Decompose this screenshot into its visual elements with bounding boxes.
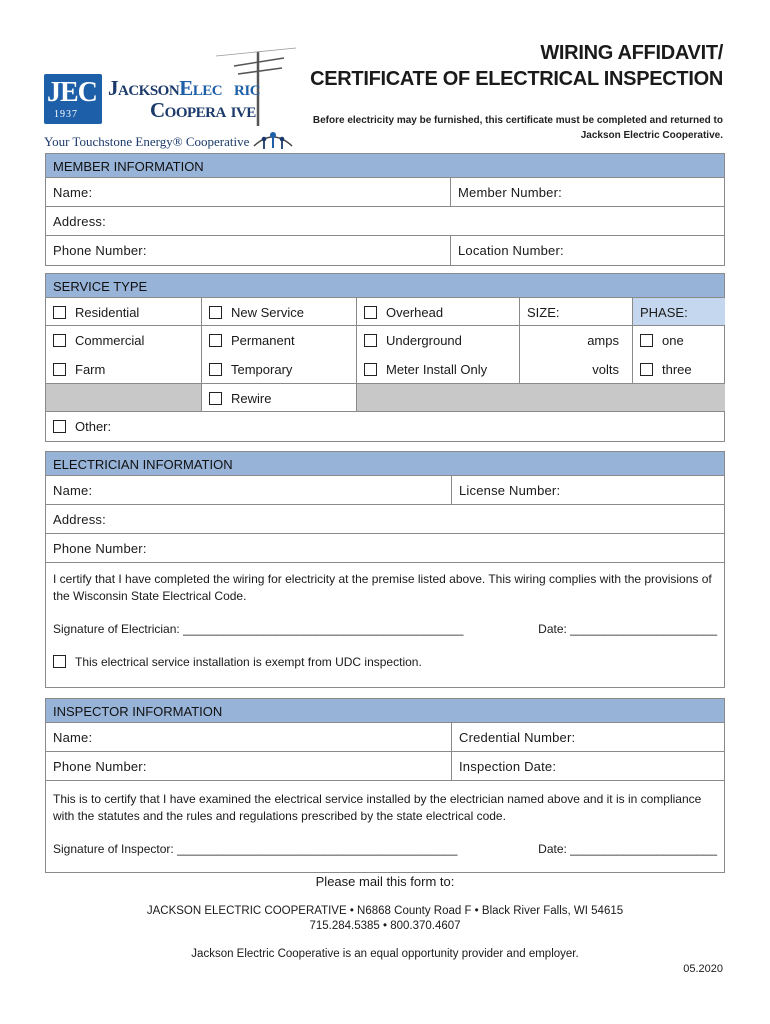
commercial-option[interactable]	[46, 326, 201, 355]
udc-exempt-option[interactable]	[46, 655, 429, 669]
inspector-name-label: Name:	[53, 730, 93, 745]
form-instructions-line2: Jackson Electric Cooperative.	[580, 130, 723, 141]
farm-option[interactable]	[46, 355, 201, 383]
underground-label: Underground	[386, 333, 462, 348]
member-phone-label: Phone Number:	[53, 243, 147, 258]
size-header	[519, 298, 632, 325]
empty-shaded-cell	[46, 384, 201, 411]
electrician-phone-label: Phone Number:	[53, 541, 147, 556]
overhead-option[interactable]	[356, 298, 519, 325]
touchstone-people-icon	[252, 126, 294, 152]
residential-option[interactable]	[46, 298, 201, 325]
phase-three-option[interactable]	[632, 355, 725, 383]
license-number-label: License Number:	[459, 483, 561, 498]
member-information-heading: MEMBER INFORMATION	[46, 154, 724, 178]
electrician-name-field[interactable]	[46, 476, 451, 504]
mail-instructions: Please mail this form to:	[315, 874, 455, 889]
electrician-address-field[interactable]	[46, 505, 725, 533]
member-address-label: Address:	[53, 214, 106, 229]
credential-number-field[interactable]	[451, 723, 725, 751]
phase-one-option[interactable]	[632, 326, 725, 355]
form-instructions	[303, 113, 723, 143]
phase-one-checkbox[interactable]	[640, 334, 653, 347]
logo-name-ric: ric	[234, 76, 261, 100]
form-instructions-line1: Before electricity may be furnished, this certificate must be completed and returned to	[312, 115, 723, 126]
electrician-date-line[interactable]	[531, 622, 724, 636]
location-number-field[interactable]	[450, 236, 725, 265]
form-title-line2: CERTIFICATE OF ELECTRICAL INSPECTION	[310, 68, 723, 90]
jec-badge	[44, 74, 102, 124]
equal-opportunity-statement: Jackson Electric Cooperative is an equal opportunity provider and employer.	[191, 948, 579, 960]
phase-three-checkbox[interactable]	[640, 363, 653, 376]
temporary-checkbox[interactable]	[209, 363, 222, 376]
other-option[interactable]	[46, 412, 725, 441]
inspector-phone-field[interactable]	[46, 752, 451, 780]
member-information-section	[45, 153, 725, 266]
electrician-address-label: Address:	[53, 512, 106, 527]
member-address-field[interactable]	[46, 207, 725, 235]
commercial-checkbox[interactable]	[53, 334, 66, 347]
member-name-field[interactable]	[46, 178, 450, 206]
meter-install-only-label: Meter Install Only	[386, 362, 488, 377]
coop-phone-numbers: 715.284.5385 • 800.370.4607	[309, 920, 461, 932]
empty-shaded-cell	[356, 384, 725, 411]
service-type-section	[45, 273, 725, 442]
jec-logo	[44, 42, 294, 154]
meter-install-only-checkbox[interactable]	[364, 363, 377, 376]
electrician-signature-line[interactable]	[46, 622, 470, 636]
inspection-date-field[interactable]	[451, 752, 725, 780]
phase-three-label: three	[662, 362, 692, 377]
other-checkbox[interactable]	[53, 420, 66, 433]
inspector-signature-label: Signature of Inspector: __________________________________________	[53, 842, 458, 856]
member-phone-field[interactable]	[46, 236, 450, 265]
credential-number-label: Credential Number:	[459, 730, 576, 745]
size-label: SIZE:	[527, 305, 560, 320]
new-service-option[interactable]	[201, 298, 356, 325]
inspector-signature-line[interactable]	[46, 842, 464, 856]
logo-jec-text: JEC	[47, 77, 97, 108]
electrician-information-section	[45, 451, 725, 688]
electrician-name-label: Name:	[53, 483, 93, 498]
form-revision-date: 05.2020	[683, 963, 723, 975]
temporary-option[interactable]	[201, 355, 356, 383]
inspector-name-field[interactable]	[46, 723, 451, 751]
form-title-line1: WIRING AFFIDAVIT/	[540, 42, 723, 64]
member-name-label: Name:	[53, 185, 93, 200]
service-type-heading: SERVICE TYPE	[46, 274, 724, 298]
amps-label: amps	[587, 333, 619, 348]
logo-name-elec: Elec	[179, 76, 223, 100]
member-number-field[interactable]	[450, 178, 725, 206]
coop-mailing-address: JACKSON ELECTRIC COOPERATIVE • N6868 County Road F • Black River Falls, WI 54615	[146, 905, 624, 917]
inspector-certification-text: This is to certify that I have examined the electrical service installed by the electrician named above and it is in compliance with the statutes and the rules and regulations prescribed by the state electrical code.	[53, 792, 702, 823]
meter-install-only-option[interactable]	[356, 355, 519, 383]
volts-field[interactable]	[519, 355, 632, 383]
volts-label: volts	[592, 362, 619, 377]
electrician-certification-text: I certify that I have completed the wiring for electricity at the premise listed above. This wiring complies with the provisions of the Wisconsin State Electrical Code.	[53, 572, 712, 603]
electrician-signature-label: Signature of Electrician: __________________________________________	[53, 622, 464, 636]
inspection-date-label: Inspection Date:	[459, 759, 557, 774]
member-number-label: Member Number:	[458, 185, 562, 200]
rewire-label: Rewire	[231, 391, 272, 406]
underground-option[interactable]	[356, 326, 519, 355]
rewire-option[interactable]	[201, 384, 356, 411]
rewire-checkbox[interactable]	[209, 392, 222, 405]
farm-label: Farm	[75, 362, 106, 377]
inspector-date-label: Date: ______________________	[538, 842, 717, 856]
inspector-information-section	[45, 698, 725, 873]
form-title	[310, 40, 723, 92]
logo-name-jackson: Jackson	[108, 76, 180, 100]
farm-checkbox[interactable]	[53, 363, 66, 376]
udc-exempt-checkbox[interactable]	[53, 655, 66, 668]
temporary-label: Temporary	[231, 362, 293, 377]
new-service-checkbox[interactable]	[209, 306, 222, 319]
inspector-date-line[interactable]	[531, 842, 724, 856]
electrician-information-heading: ELECTRICIAN INFORMATION	[46, 452, 724, 476]
overhead-checkbox[interactable]	[364, 306, 377, 319]
inspector-information-heading: INSPECTOR INFORMATION	[46, 699, 724, 723]
logo-tagline: Your Touchstone Energy® Cooperative	[44, 134, 250, 149]
license-number-field[interactable]	[451, 476, 725, 504]
residential-checkbox[interactable]	[53, 306, 66, 319]
other-label: Other:	[75, 419, 112, 434]
underground-checkbox[interactable]	[364, 334, 377, 347]
phase-one-label: one	[662, 333, 684, 348]
permanent-checkbox[interactable]	[209, 334, 222, 347]
permanent-label: Permanent	[231, 333, 295, 348]
new-service-label: New Service	[231, 305, 304, 320]
permanent-option[interactable]	[201, 326, 356, 355]
phase-label: PHASE:	[640, 305, 688, 320]
logo-year-text: 1937	[54, 109, 78, 120]
amps-field[interactable]	[519, 326, 632, 355]
logo-name-line2: Coopera ive	[150, 98, 256, 122]
inspector-phone-label: Phone Number:	[53, 759, 147, 774]
phase-header	[632, 298, 725, 325]
residential-label: Residential	[75, 305, 140, 320]
overhead-label: Overhead	[386, 305, 444, 320]
udc-exempt-label: This electrical service installation is exempt from UDC inspection.	[75, 655, 422, 669]
commercial-label: Commercial	[75, 333, 145, 348]
electrician-phone-field[interactable]	[46, 534, 725, 562]
electrician-date-label: Date: ______________________	[538, 622, 717, 636]
location-number-label: Location Number:	[458, 243, 564, 258]
